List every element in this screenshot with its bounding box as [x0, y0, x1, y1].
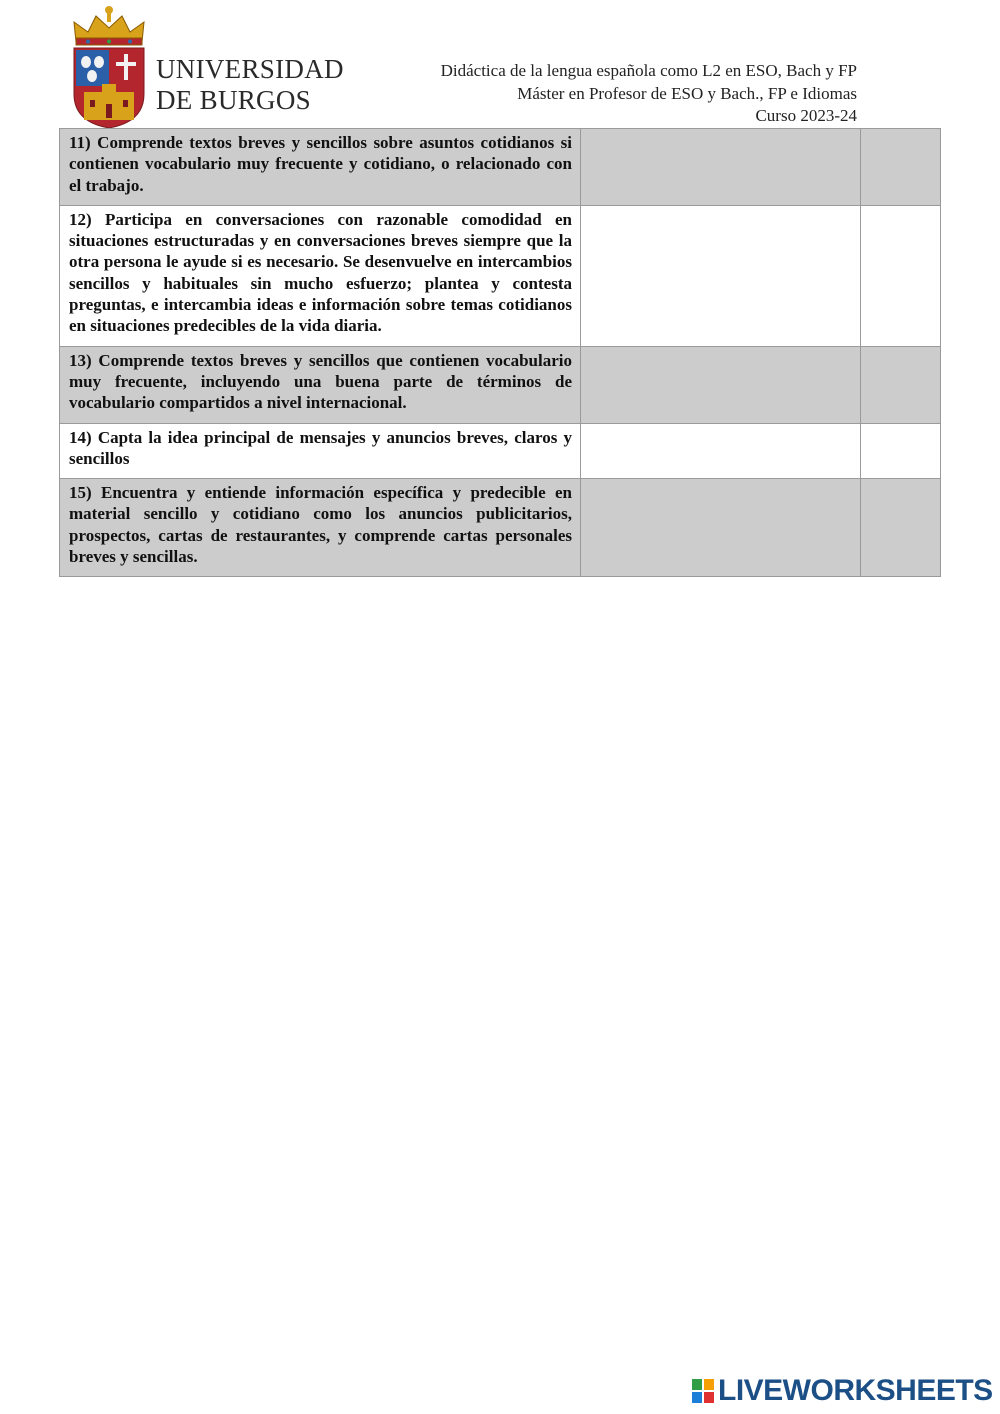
university-name-line2: DE BURGOS — [156, 85, 311, 115]
mark-cell[interactable] — [861, 346, 941, 423]
descriptor-cell: 11) Comprende textos breves y sencillos sobre asuntos cotidianos si contienen vocabulario muy frecuente y cotidiano, o relacionado con el trabajo. — [60, 129, 581, 206]
answer-cell[interactable] — [581, 479, 861, 577]
table-row — [60, 129, 941, 206]
answer-cell[interactable] — [581, 205, 861, 346]
liveworksheets-logo-icon — [692, 1379, 714, 1403]
descriptor-cell: 13) Comprende textos breves y sencillos que contienen vocabulario muy frecuente, incluyendo una buena parte de términos de vocabulario compartidos a nivel internacional. — [60, 346, 581, 423]
university-name-line1: UNIVERSIDAD — [156, 54, 344, 84]
descriptor-cell: 15) Encuentra y entiende información específica y predecible en material sencillo y cotidiano como los anuncios publicitarios, prospectos, cartas de restaurantes, y comprende cartas personales breves y sencillas. — [60, 479, 581, 577]
university-name — [156, 54, 344, 116]
answer-cell[interactable] — [581, 423, 861, 479]
course-subject: Didáctica de la lengua española como L2 en ESO, Bach y FP — [440, 61, 857, 80]
descriptor-cell: 12) Participa en conversaciones con razonable comodidad en situaciones estructuradas y en conversaciones breves siempre que la otra persona le ayude si es necesario. Se desenvuelve en intercambios sencillos y habituales sin mucho esfuerzo; plantea y contesta preguntas, e intercambia ideas e información sobre temas cotidianos en situaciones predecibles de la vida diaria. — [60, 205, 581, 346]
table-row — [60, 423, 941, 479]
table-row — [60, 205, 941, 346]
brand-name: LIVEWORKSHEETS — [718, 1374, 993, 1407]
answer-cell[interactable] — [581, 346, 861, 423]
liveworksheets-brand[interactable] — [692, 1374, 993, 1408]
table-row — [60, 346, 941, 423]
mark-cell[interactable] — [861, 423, 941, 479]
descriptor-table — [59, 128, 941, 577]
course-year: Curso 2023-24 — [755, 106, 857, 125]
mark-cell[interactable] — [861, 479, 941, 577]
course-program: Máster en Profesor de ESO y Bach., FP e Idiomas — [517, 83, 857, 103]
course-header — [441, 60, 857, 128]
descriptor-cell: 14) Capta la idea principal de mensajes y anuncios breves, claros y sencillos — [60, 423, 581, 479]
table-row — [60, 479, 941, 577]
university-crest-logo — [66, 4, 152, 130]
mark-cell[interactable] — [861, 205, 941, 346]
answer-cell[interactable] — [581, 129, 861, 206]
mark-cell[interactable] — [861, 129, 941, 206]
